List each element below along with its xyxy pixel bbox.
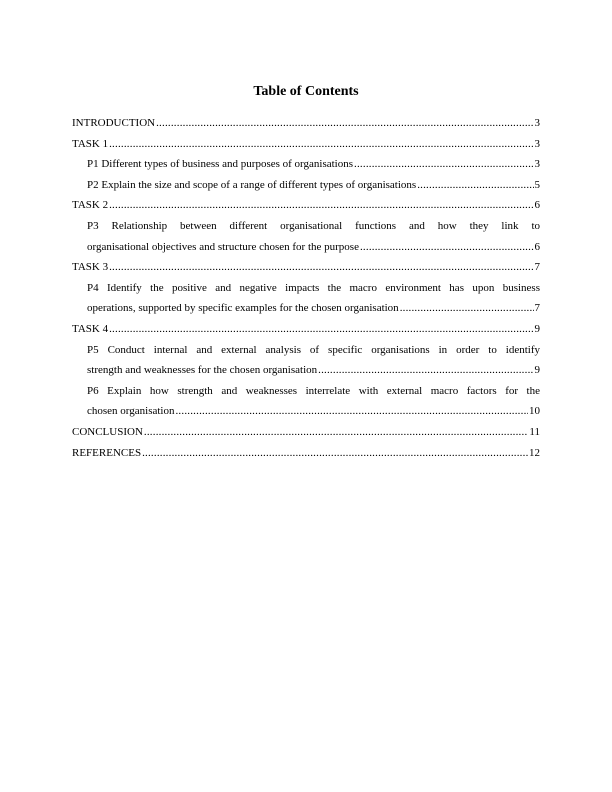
- toc-page-number: 3: [534, 117, 540, 129]
- toc-page-number: 5: [534, 178, 540, 191]
- table-of-contents: [72, 113, 540, 463]
- dot-leader: [318, 360, 533, 381]
- toc-entry-text: chosen organisation: [87, 405, 175, 418]
- toc-entry-p3[interactable]: [72, 216, 540, 257]
- toc-entry-task-3[interactable]: [72, 257, 540, 278]
- toc-entry-text: INTRODUCTION: [72, 117, 156, 129]
- toc-entry-text: REFERENCES: [72, 446, 142, 459]
- toc-entry-task-2[interactable]: [72, 195, 540, 216]
- dot-leader: [109, 134, 533, 155]
- toc-entry-introduction[interactable]: [72, 113, 540, 134]
- toc-entry-text: operations, supported by specific examples for the chosen organisation: [87, 302, 399, 315]
- toc-page-number: 9: [534, 364, 540, 377]
- toc-entry-task-1[interactable]: [72, 134, 540, 155]
- toc-entry-references[interactable]: [72, 443, 540, 464]
- toc-page-number: 6: [534, 240, 540, 253]
- dot-leader: [156, 113, 533, 134]
- toc-entry-text: CONCLUSION: [72, 425, 143, 438]
- toc-page-number: 10: [529, 405, 540, 418]
- dot-leader: [354, 154, 533, 175]
- toc-page-number: 12: [529, 446, 540, 459]
- toc-entry-p2[interactable]: [72, 175, 540, 196]
- toc-entry-p4[interactable]: [72, 278, 540, 319]
- toc-page-number: 7: [534, 302, 540, 315]
- dot-leader: [109, 257, 533, 278]
- dot-leader: [175, 401, 528, 422]
- toc-entry-conclusion[interactable]: [72, 422, 540, 443]
- dot-leader: [400, 298, 534, 319]
- toc-entry-text: TASK 1: [72, 137, 109, 150]
- dot-leader: [142, 443, 528, 464]
- toc-entry-text-line-1: P3 Relationship between different organisational functions and how they link to: [87, 219, 540, 232]
- toc-entry-text: P2 Explain the size and scope of a range of different types of organisations: [87, 178, 417, 191]
- toc-entry-p1[interactable]: [72, 154, 540, 175]
- toc-entry-p6[interactable]: [72, 381, 540, 422]
- dot-leader: [144, 422, 529, 443]
- toc-entry-text: TASK 4: [72, 322, 109, 335]
- toc-page-number: 11: [529, 425, 540, 438]
- toc-page-number: 3: [534, 137, 540, 150]
- toc-page-number: 6: [534, 199, 540, 212]
- toc-title: Table of Contents: [253, 84, 359, 99]
- toc-entry-text: P1 Different types of business and purposes of organisations: [87, 158, 354, 171]
- toc-page-number: 3: [534, 158, 540, 171]
- toc-entry-text-line-1: P4 Identify the positive and negative impacts the macro environment has upon business: [87, 281, 540, 294]
- toc-entry-p5[interactable]: [72, 340, 540, 381]
- toc-entry-text-line-1: P6 Explain how strength and weaknesses interrelate with external macro factors for the: [87, 384, 540, 397]
- toc-entry-text: TASK 3: [72, 261, 109, 274]
- toc-entry-text: TASK 2: [72, 199, 109, 212]
- dot-leader: [109, 319, 533, 340]
- toc-entry-text-line-1: P5 Conduct internal and external analysis of specific organisations in order to identify: [87, 343, 540, 356]
- toc-page-number: 7: [534, 261, 540, 274]
- toc-page-number: 9: [534, 322, 540, 335]
- dot-leader: [417, 175, 533, 196]
- toc-entry-task-4[interactable]: [72, 319, 540, 340]
- toc-entry-text: organisational objectives and structure chosen for the purpose: [87, 240, 359, 253]
- dot-leader: [360, 237, 534, 258]
- dot-leader: [109, 195, 533, 216]
- toc-entry-text: strength and weaknesses for the chosen organisation: [87, 364, 318, 377]
